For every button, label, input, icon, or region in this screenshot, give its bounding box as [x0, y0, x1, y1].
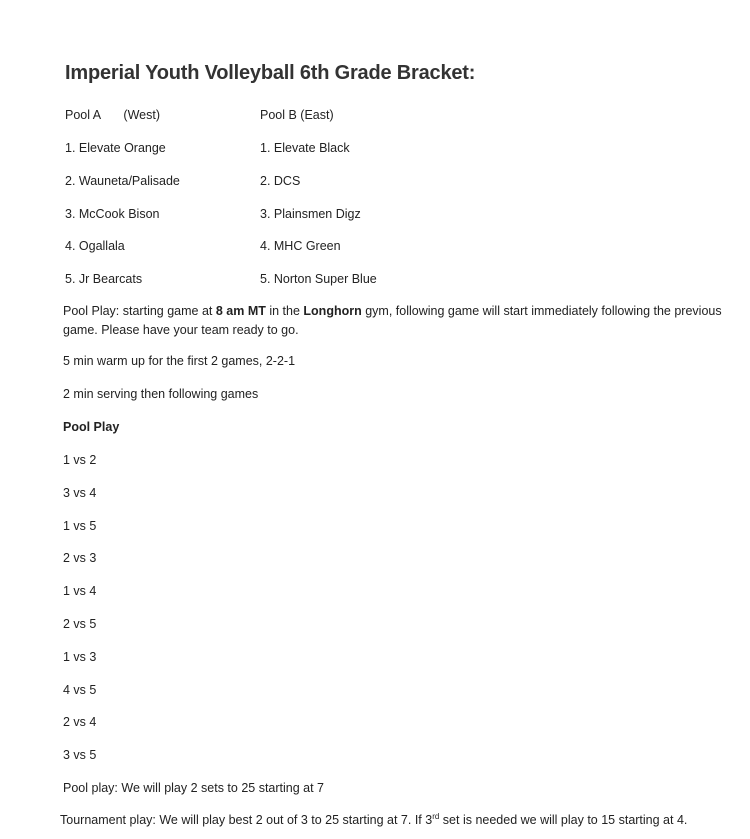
pool-play-info-text: Pool Play: starting game at	[63, 304, 216, 318]
match-item: 2 vs 5	[63, 617, 97, 631]
tournament-rules-text: Tournament play: We will play best 2 out of 3 to 25 starting at 7. If 3	[60, 813, 433, 827]
pool-a-team: 1. Elevate Orange	[65, 141, 166, 155]
pool-play-rules: Pool play: We will play 2 sets to 25 starting at 7	[63, 781, 325, 795]
tournament-rules-text: set is needed we will play to 15 starting at 4.	[439, 813, 688, 827]
match-item: 1 vs 4	[63, 584, 97, 598]
pool-a-team: 4. Ogallala	[65, 239, 125, 253]
match-item: 1 vs 3	[63, 650, 97, 664]
pool-b-team: 2. DCS	[260, 174, 301, 188]
pool-play-info-text: gym, following game will start immediately following the previous game. Please have your team ready to go.	[63, 304, 722, 337]
tournament-play-rules	[60, 811, 730, 830]
pool-b-team: 4. MHC Green	[260, 239, 341, 253]
pool-a-team: 3. McCook Bison	[65, 207, 160, 221]
match-item: 1 vs 2	[63, 453, 97, 467]
ordinal-suffix: rd	[432, 811, 440, 821]
pool-b-header: Pool B (East)	[260, 108, 334, 122]
pool-a-team: 5. Jr Bearcats	[65, 272, 143, 286]
pool-b-team: 1. Elevate Black	[260, 141, 350, 155]
warmup-note: 5 min warm up for the first 2 games, 2-2-1	[63, 354, 296, 368]
serving-note: 2 min serving then following games	[63, 387, 259, 401]
pool-play-info	[63, 302, 723, 340]
start-time: 8 am MT	[215, 304, 266, 318]
pool-a-header	[65, 107, 160, 124]
pool-b-team: 5. Norton Super Blue	[260, 272, 377, 286]
match-item: 2 vs 3	[63, 551, 97, 565]
page-title: Imperial Youth Volleyball 6th Grade Bracket:	[65, 62, 476, 84]
pool-b-team: 3. Plainsmen Digz	[260, 207, 361, 221]
gym-name: Longhorn	[303, 304, 362, 318]
pool-a-region: (West)	[123, 108, 160, 122]
pool-play-heading: Pool Play	[63, 420, 120, 434]
match-item: 3 vs 5	[63, 748, 97, 762]
pool-play-info-text: in the	[265, 304, 304, 318]
match-item: 3 vs 4	[63, 486, 97, 500]
pool-a-label: Pool A	[65, 108, 101, 122]
match-item: 1 vs 5	[63, 519, 97, 533]
match-item: 4 vs 5	[63, 683, 97, 697]
pool-a-team: 2. Wauneta/Palisade	[65, 174, 180, 188]
match-item: 2 vs 4	[63, 715, 97, 729]
